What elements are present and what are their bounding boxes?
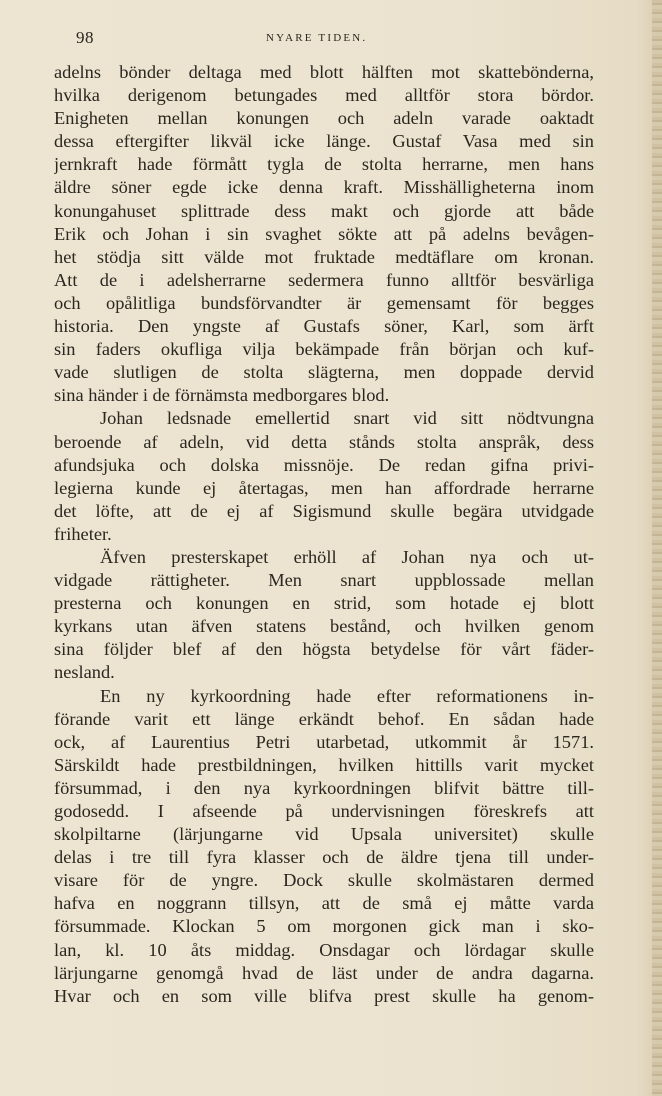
text-line: försummade. Klockan 5 om morgonen gick man i sko-	[54, 916, 594, 937]
text-line: Erik och Johan i sin svaghet sökte att på adelns bevågen-	[54, 223, 594, 244]
text-line: Hvar och en som ville blifva prest skulle ha genom-	[54, 985, 594, 1006]
text-line: lärjungarne genomgå hvad de läst under de andra dagarna.	[54, 962, 594, 983]
text-line: jernkraft hade förmått tygla de stolta herrarne, men hans	[54, 154, 594, 175]
text-line: Enigheten mellan konungen och adeln varade oaktadt	[54, 108, 594, 129]
text-line: äldre söner egde icke denna kraft. Misshälligheterna inom	[54, 177, 594, 198]
running-head: NYARE TIDEN.	[266, 32, 368, 44]
text-line: adelns bönder deltaga med blott hälften mot skattebönderna,	[54, 62, 594, 82]
text-line: afundsjuka och dolska missnöje. De redan gifna privi-	[54, 454, 594, 475]
text-line: förande varit ett länge erkändt behof. En sådan hade	[54, 708, 594, 729]
text-line: sin faders okufliga vilja bekämpade från början och kuf-	[54, 339, 594, 360]
text-line: vidgade rättigheter. Men snart uppblossade mellan	[54, 570, 594, 591]
page-number: 98	[76, 28, 94, 47]
paragraph-end-line: sina händer i de förnämsta medborgares blod.	[54, 385, 390, 406]
text-line: hvilka derigenom betungades med alltför stora bördor.	[54, 85, 594, 106]
text-line: delas i tre till fyra klasser och de äldre tjena till under-	[54, 847, 594, 868]
text-line: visare för de yngre. Dock skulle skolmästaren dermed	[54, 870, 594, 891]
paragraph-end-line: nesland.	[54, 662, 115, 683]
text-line: legierna kunde ej återtagas, men han affordrade herrarne	[54, 477, 594, 498]
text-line: Att de i adelsherrarne sedermera funno alltför besvärliga	[54, 269, 594, 290]
text-line: het stödja sitt välde mot fruktade medtäflare om kronan.	[54, 246, 594, 267]
text-line: och opålitliga bundsförvandter är gemensamt för begges	[54, 292, 594, 313]
paragraph-start-line: Johan ledsnade emellertid snart vid sitt nödtvungna	[100, 408, 594, 429]
text-line: presterna och konungen en strid, som hotade ej blott	[54, 593, 594, 614]
text-line: godosedd. I afseende på undervisningen föreskrefs att	[54, 801, 594, 821]
paragraph-end-line: friheter.	[54, 523, 112, 544]
text-line: skolpiltarne (lärjungarne vid Upsala universitet) skulle	[54, 824, 594, 845]
text-line: konungahuset splittrade dess makt och gjorde att både	[54, 200, 594, 221]
text-line: dessa eftergifter likväl icke länge. Gustaf Vasa med sin	[54, 131, 594, 152]
text-line: kyrkans utan äfven statens bestånd, och hvilken genom	[54, 616, 594, 637]
page-header	[76, 28, 596, 50]
text-line: beroende af adeln, vid detta stånds stolta anspråk, dess	[54, 431, 594, 452]
text-line: lan, kl. 10 åts middag. Onsdagar och lördagar skulle	[54, 939, 594, 960]
paragraph-start-line: En ny kyrkoordning hade efter reformationens in-	[100, 685, 594, 706]
body-text	[54, 61, 594, 1008]
page-edge-decoration	[652, 0, 662, 1096]
text-line: försummad, i den nya kyrkoordningen blifvit bättre till-	[54, 777, 594, 798]
paragraph-start-line: Äfven presterskapet erhöll af Johan nya och ut-	[100, 546, 594, 567]
text-line: sina följder blef af den högsta betydelse för vårt fäder-	[54, 639, 594, 660]
text-line: det löfte, att de ej af Sigismund skulle begära utvidgade	[54, 500, 594, 521]
text-line: hafva en noggrann tillsyn, att de små ej måtte varda	[54, 893, 594, 914]
text-line: Särskildt hade prestbildningen, hvilken hittills varit mycket	[54, 754, 594, 775]
text-line: historia. Den yngste af Gustafs söner, Karl, som ärft	[54, 316, 594, 337]
text-line: ock, af Laurentius Petri utarbetad, utkommit år 1571.	[54, 731, 594, 752]
text-line: vade slutligen de stolta slägterna, men doppade dervid	[54, 362, 594, 383]
